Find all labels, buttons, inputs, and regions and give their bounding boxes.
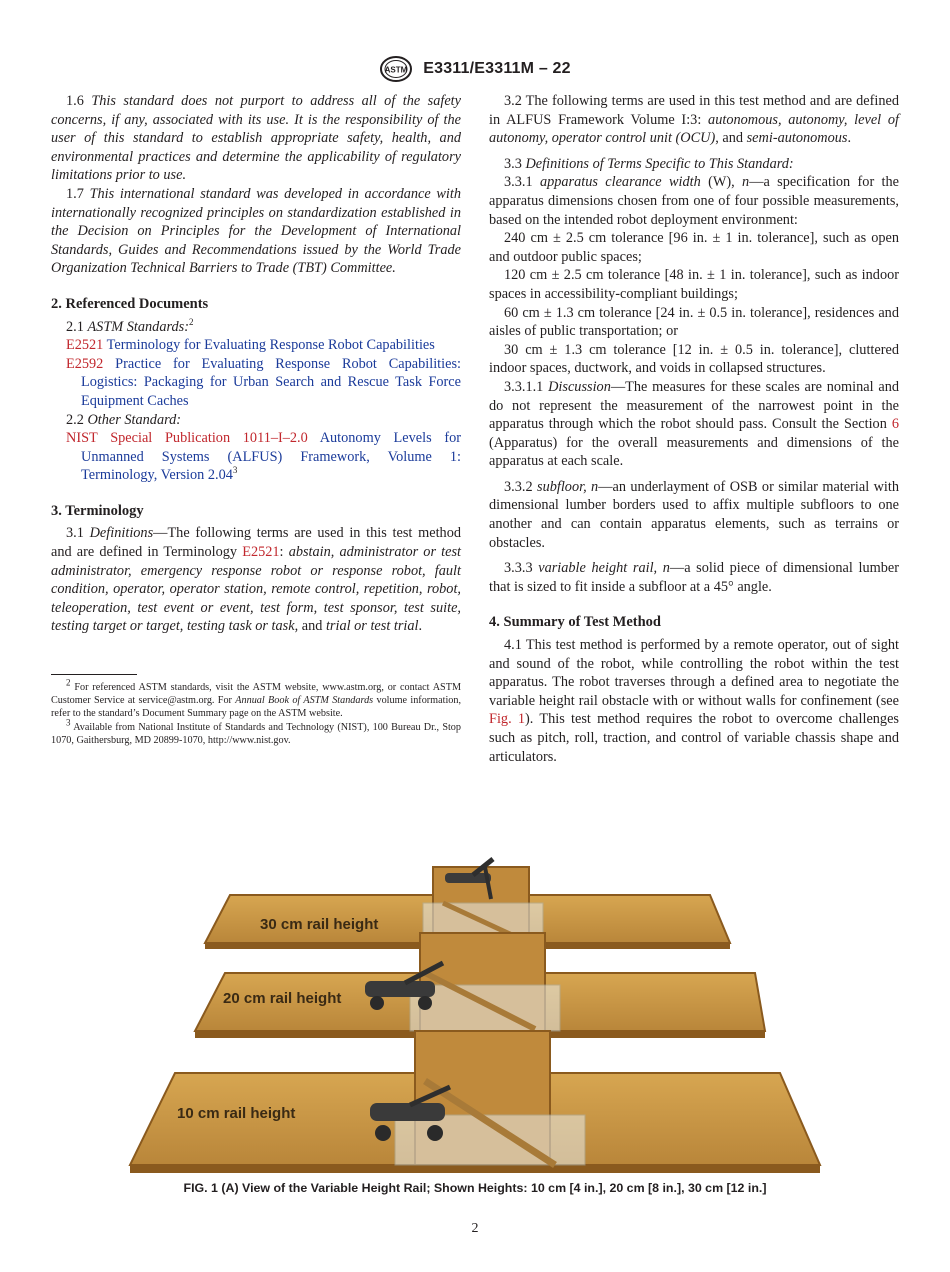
para-1-7: 1.7 This international standard was developed in accordance with internationally recognized principles on standardization established in the Decision on Principles for the Development of International Standards, Guides and Recommendations issued by the World Trade Organization Technical Barriers to Trade (TBT) Committee. [51,185,462,277]
ref-code-link[interactable]: E2592 [66,355,104,372]
fig-1-link[interactable]: Fig. 1 [489,711,526,728]
right-column [489,92,899,766]
ref-title-link[interactable]: Autonomy Levels for Unmanned Systems (ALFUS) Framework, Volume 1: Terminology, Version 2.04 [81,430,461,484]
ref-code-link[interactable]: NIST Special Publication 1011–I–2.0 [66,430,308,447]
ref-title-link[interactable]: Terminology for Evaluating Response Robot Capabilities [106,337,435,354]
astm-logo-icon [379,56,413,82]
page-header [0,56,950,82]
para-2-2: 2.2 Other Standard: [66,411,182,428]
reference-nist[interactable]: NIST Special Publication 1011–I–2.0 Autonomy Levels for Unmanned Systems (ALFUS) Framework, Volume 1: Terminology, Version 2.04$^3$ [66,430,461,484]
scale-120: 120 cm ± 2.5 cm tolerance [48 in. ± 1 in. tolerance], such as indoor spaces in accessibility-compliant buildings; [489,267,900,302]
label-30cm: 30 cm rail height [260,916,379,933]
para-4-1: 4.1 This test method is performed by a remote operator, out of sight and sound of the robot, while controlling the robot within the test apparatus. The robot traverses through a defined area to negotiate the variable height rail obstacle with or without walls for confinement (see Fig. 1). This test method requires the robot to overcome challenges such as pitch, roll, traction, and control of variable chassis shape and articulators. [489,637,899,765]
page-number: 2 [471,1221,479,1236]
section-4-heading: 4. Summary of Test Method [489,614,661,631]
standard-designation: E3311/E3311M – 22 [423,60,571,77]
apparatus-tier-10cm [130,1031,820,1173]
para-3-3-2: 3.3.2 subfloor, n—an underlayment of OSB or similar material with dimensional lumber borders used to affix multiple subfloors to one another and can contain apparatus elements, such as terrains or obstacles. [489,478,899,551]
para-3-1: 3.1 Definitions—The following terms are used in this test method and are defined in Terminology E2521: abstain, administrator or test administrator, emergency response robot or response robot, fault condition, operator, operator station, remote control, repetition, robot, teleoperation, test event or event, test form, test sponsor, test suite, testing target or target, testing task or task, and trial or test trial. [51,525,462,635]
ref-title-link[interactable]: Practice for Evaluating Response Robot Capabilities: Logistics: Packaging for Urban Search and Rescue Task Force Equipment Caches [81,355,461,409]
footnote-3: $^3$ Available from National Institute of Standards and Technology (NIST), 100 Bureau Dr., Stop 1070, Gaithersburg, MD 20899-1070, http://www.nist.gov. [51,717,461,746]
label-20cm: 20 cm rail height [223,990,342,1007]
section-2-heading: 2. Referenced Documents [51,295,209,312]
reference-e2521[interactable] [51,336,461,355]
ref-code-link[interactable]: E2521 [66,337,104,354]
footnote-divider [51,674,137,675]
label-10cm: 10 cm rail height [177,1105,296,1122]
section-6-link[interactable]: 6 [891,416,899,433]
para-3-2: 3.2 The following terms are used in this test method and are defined in ALFUS Framework Volume I:3: autonomous, autonomy, level of autonomy, operator control unit (OCU), and semi-autonomous. [489,93,900,147]
para-3-3-1-1: 3.3.1.1 Discussion—The measures for these scales are nominal and do not represent the measurement of the narrowest point in the apparatus through which the robot should pass. Consult the Section 6 (Apparatus) for the overall measurements and dimensions of the apparatus at each scale. [489,378,900,470]
para-3-3-3: 3.3.3 variable height rail, n—a solid piece of dimensional lumber that is sized to fit inside a subfloor at a 45° angle. [489,560,899,595]
scale-30: 30 cm ± 1.3 cm tolerance [12 in. ± 0.5 in. tolerance], cluttered indoor spaces, ductwork, and voids in collapsed structures. [489,341,899,377]
svg-text:ASTM: ASTM [384,65,408,75]
para-2-1: 2.1 ASTM Standards:$^2$ [66,316,194,335]
reference-e2592[interactable] [51,355,461,411]
figure-1-illustration [125,853,825,1175]
figure-caption: FIG. 1 (A) View of the Variable Height Rail; Shown Heights: 10 cm [4 in.], 20 cm [8 in.], 30 cm [12 in.] [183,1181,767,1195]
section-3-heading: 3. Terminology [51,502,144,519]
scale-240: 240 cm ± 2.5 cm tolerance [96 in. ± 1 in. tolerance], such as open and outdoor public spaces; [489,230,899,265]
left-column [51,92,461,747]
footnote-2: $^2$ For referenced ASTM standards, visit the ASTM website, www.astm.org, or contact ASTM Customer Service at service@astm.org. For Annual Book of ASTM Standards volume information, refer to the standard’s Document Summary page on the ASTM website. [51,677,462,720]
para-3-3: 3.3 Definitions of Terms Specific to This Standard: [504,155,794,172]
para-1-6: 1.6 This standard does not purport to address all of the safety concerns, if any, associated with its use. It is the responsibility of the user of this standard to establish appropriate safety, health, and environmental practices and determine the applicability of regulatory limitations prior to use. [51,93,461,184]
scale-60: 60 cm ± 1.3 cm tolerance [24 in. ± 0.5 in. tolerance], residences and aisles of public transportation; or [489,304,899,340]
para-3-3-1: 3.3.1 apparatus clearance width (W), n—a specification for the apparatus dimensions chosen from one of four possible measurements, based on the intended robot deployment environment: [489,174,900,228]
ref-e2521-link[interactable]: E2521 [242,544,280,561]
